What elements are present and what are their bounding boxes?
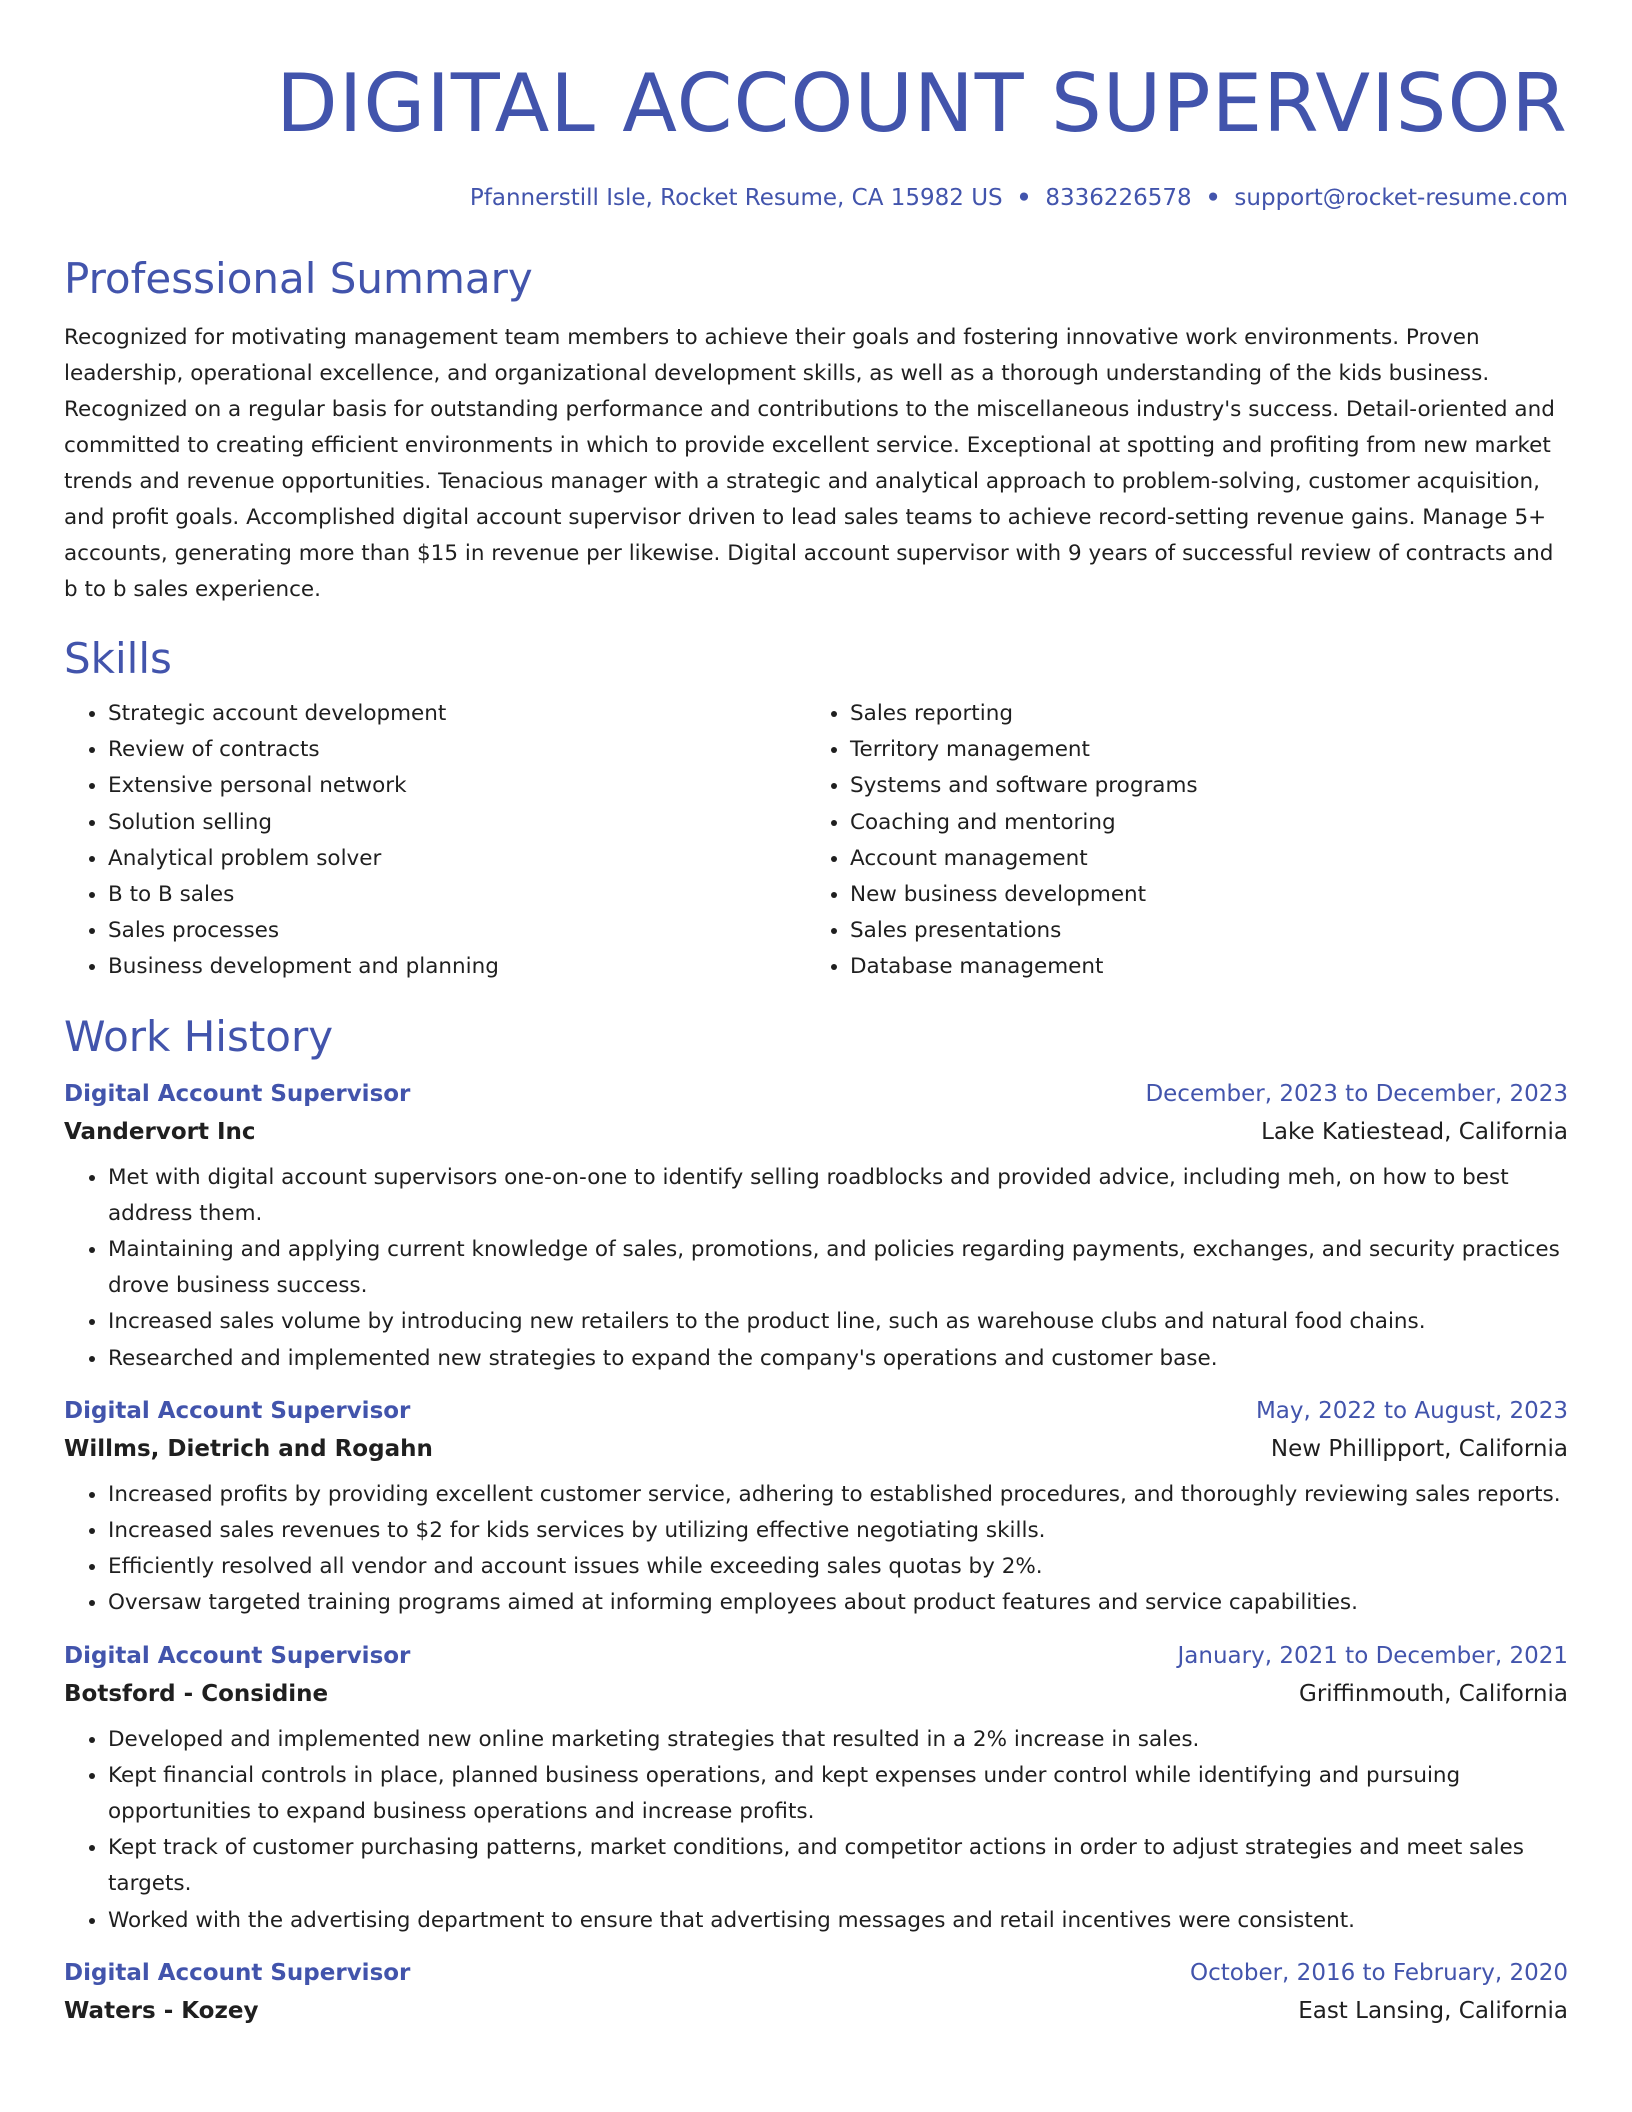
job-bullet: • Met with digital account supervisors one-on-one to identify selling roadblocks and provided advice, including meh, on how to best address them. [108,1160,1568,1232]
job-bullets [64,1160,1568,1377]
contact-phone: 8336226578 [1045,185,1192,211]
contact-email: support@rocket-resume.com [1234,185,1568,211]
job-company-row [64,1429,1568,1469]
skill-item: • Business development and planning [108,949,806,985]
contact-line [64,182,1568,214]
job-entry [64,1076,1568,1377]
job-header-row [64,1076,1568,1112]
job-dates: December, 2023 to December, 2023 [1145,1080,1568,1107]
job-location: Lake Katiestead, California [1261,1118,1568,1145]
job-bullets [64,1477,1568,1622]
resume-page [64,0,1568,2031]
skill-item: • Strategic account development [108,696,806,732]
skill-item: • Sales presentations [850,913,1548,949]
job-title: Digital Account Supervisor [64,1642,411,1669]
job-company-row [64,1112,1568,1152]
skill-item: • New business development [850,877,1548,913]
skills-list [64,696,1568,986]
job-bullet: • Developed and implemented new online marketing strategies that resulted in a 2% increase in sales. [108,1722,1568,1758]
job-company: Botsford - Considine [64,1680,329,1707]
job-header-row [64,1638,1568,1674]
skill-item: • Systems and software programs [850,768,1548,804]
job-header-row [64,1393,1568,1429]
job-location: East Lansing, California [1298,1997,1568,2024]
skill-item: • Review of contracts [108,732,806,768]
job-company: Willms, Dietrich and Rogahn [64,1435,433,1462]
skills-column-right [806,696,1548,986]
job-dates: January, 2021 to December, 2021 [1177,1642,1568,1669]
job-bullet: • Kept track of customer purchasing patterns, market conditions, and competitor actions in order to adjust strategies and meet sales targets. [108,1830,1568,1902]
job-bullet: • Efficiently resolved all vendor and account issues while exceeding sales quotas by 2%. [108,1549,1568,1585]
job-company: Waters - Kozey [64,1997,259,2024]
job-company-row [64,1991,1568,2031]
job-title: Digital Account Supervisor [64,1959,411,1986]
skill-item: • B to B sales [108,877,806,913]
job-bullet: • Increased profits by providing excellent customer service, adhering to established procedures, and thoroughly reviewing sales reports. [108,1477,1568,1513]
contact-separator: • [1016,185,1032,211]
job-bullet: • Maintaining and applying current knowledge of sales, promotions, and policies regarding payments, exchanges, and security practices drove business success. [108,1232,1568,1304]
skills-heading: Skills [64,634,172,683]
job-bullet: • Worked with the advertising department to ensure that advertising messages and retail incentives were consistent. [108,1903,1568,1939]
skill-item: • Extensive personal network [108,768,806,804]
contact-address: Pfannerstill Isle, Rocket Resume, CA 15982 US [469,185,1003,211]
skill-item: • Solution selling [108,805,806,841]
job-dates: October, 2016 to February, 2020 [1190,1959,1568,1986]
job-company: Vandervort Inc [64,1118,256,1145]
job-bullet: • Researched and implemented new strategies to expand the company's operations and customer base. [108,1341,1568,1377]
skill-item: • Database management [850,949,1548,985]
job-bullet: • Increased sales revenues to $2 for kids services by utilizing effective negotiating skills. [108,1513,1568,1549]
job-entry [64,1393,1568,1622]
skills-column-left [64,696,806,986]
summary-heading: Professional Summary [64,254,533,303]
job-header-row [64,1955,1568,1991]
summary-text: Recognized for motivating management team members to achieve their goals and fostering innovative work environments. Proven leadership, operational excellence, and organizational development skills, as well as a thorough understanding of the kids business. Recognized on a regular basis for outstanding performance and contributions to the miscellaneous industry's success. Detail-oriented and committed to creating efficient environments in which to provide excellent service. Exceptional at spotting and profiting from new market trends and revenue opportunities. Tenacious manager with a strategic and analytical approach to problem-solving, customer acquisition, and profit goals. Accomplished digital account supervisor driven to lead sales teams to achieve record-setting revenue gains. Manage 5+ accounts, generating more than $15 in revenue per likewise. Digital account supervisor with 9 years of successful review of contracts and b to b sales experience. [64,325,1555,602]
skill-item: • Account management [850,841,1548,877]
skill-item: • Coaching and mentoring [850,805,1548,841]
job-entry [64,1638,1568,1939]
job-title: Digital Account Supervisor [64,1080,411,1107]
job-location: Griffinmouth, California [1299,1680,1568,1707]
work-history-heading: Work History [64,1011,334,1061]
job-entry [64,1955,1568,2031]
job-bullets [64,1722,1568,1939]
job-location: New Phillipport, California [1270,1435,1568,1462]
resume-name-heading: DIGITAL ACCOUNT SUPERVISOR [276,57,1568,150]
skill-item: • Sales reporting [850,696,1548,732]
job-company-row [64,1674,1568,1714]
job-bullet: • Oversaw targeted training programs aimed at informing employees about product features and service capabilities. [108,1585,1568,1621]
job-bullet: • Increased sales volume by introducing new retailers to the product line, such as warehouse clubs and natural food chains. [108,1304,1568,1340]
skill-item: • Territory management [850,732,1548,768]
job-dates: May, 2022 to August, 2023 [1255,1397,1568,1424]
contact-separator: • [1205,185,1221,211]
skill-item: • Analytical problem solver [108,841,806,877]
job-title: Digital Account Supervisor [64,1397,411,1424]
skill-item: • Sales processes [108,913,806,949]
job-bullet: • Kept financial controls in place, planned business operations, and kept expenses under control while identifying and pursuing opportunities to expand business operations and increase profits. [108,1758,1568,1830]
